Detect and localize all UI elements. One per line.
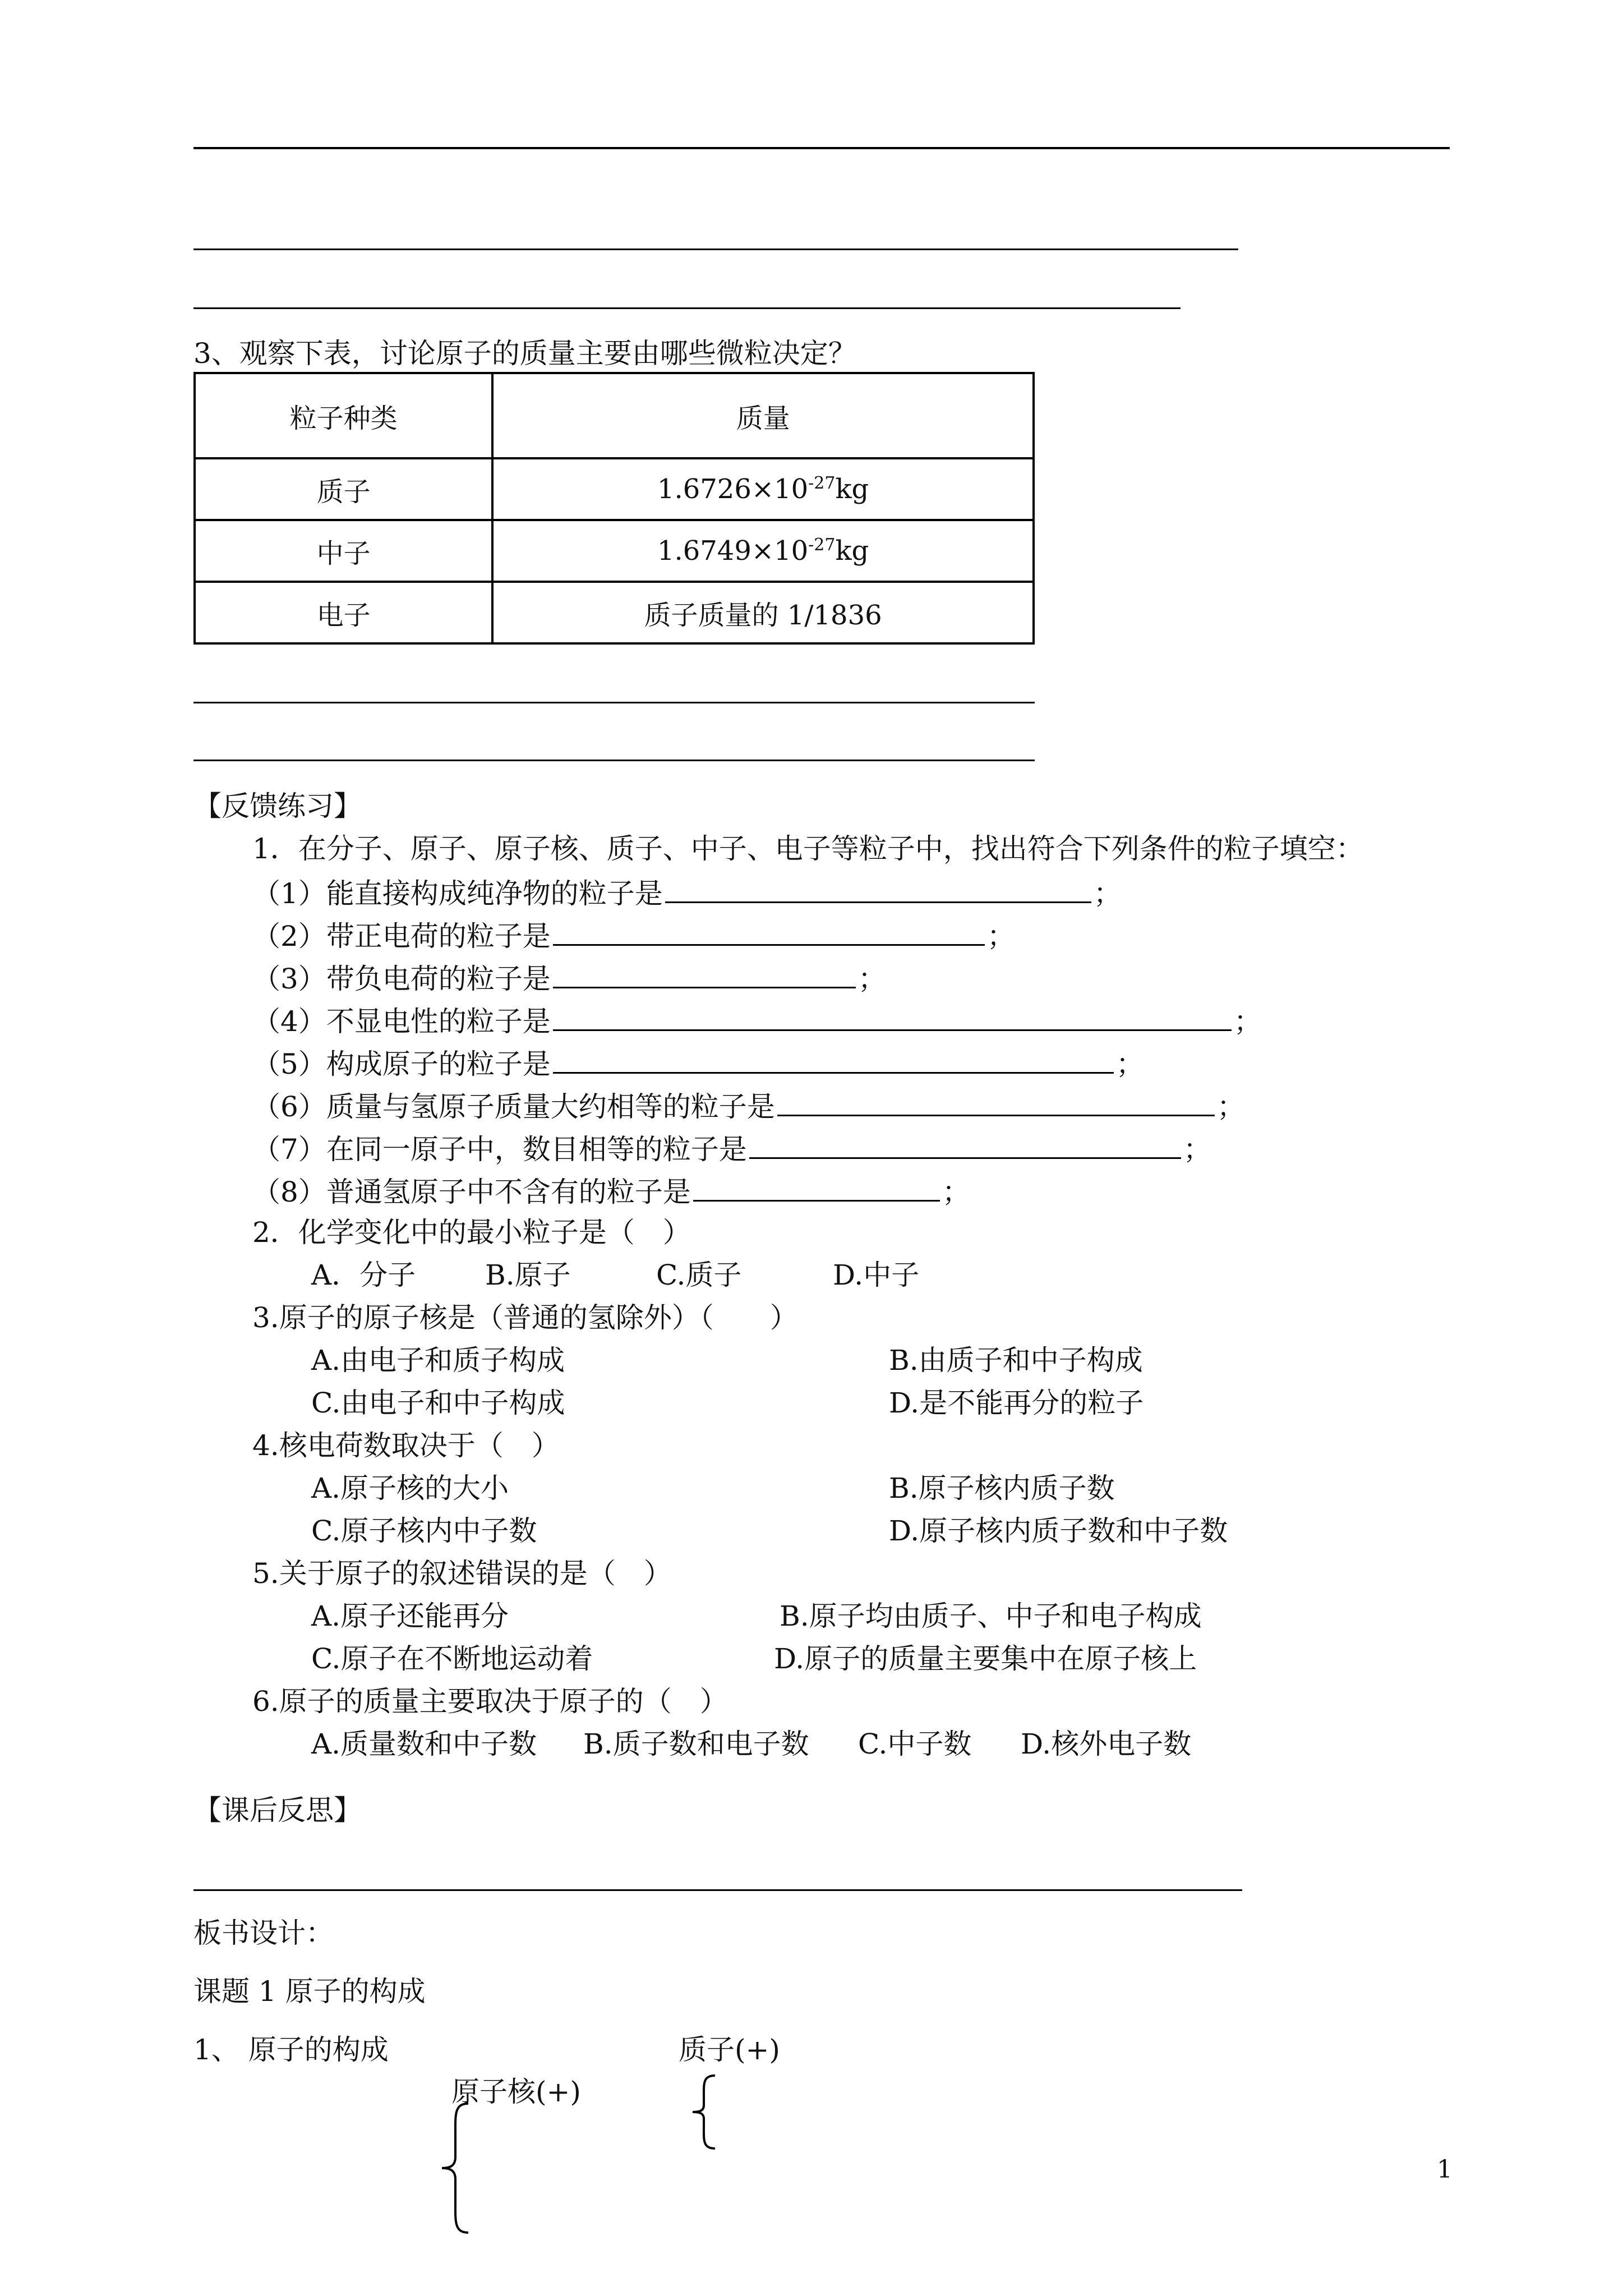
q5-stem: 5.关于原子的叙述错误的是（ ） bbox=[252, 1557, 672, 1590]
q4-option-c[interactable]: C.原子核内中子数 bbox=[311, 1515, 537, 1547]
q1-item: （7）在同一原子中，数目相等的粒子是 ； bbox=[252, 1129, 1211, 1167]
q3-option-d[interactable]: D.是不能再分的粒子 bbox=[889, 1387, 1144, 1419]
particle-mass: $1.6749\times 10^{-27}kg$ bbox=[492, 520, 1034, 582]
table-header-cell: 质量 bbox=[492, 373, 1034, 458]
q5-option-c[interactable]: C.原子在不断地运动着 bbox=[311, 1642, 593, 1675]
q1-stem: 1．在分子、原子、原子核、质子、中子、电子等粒子中，找出符合下列条件的粒子填空： bbox=[252, 832, 1364, 865]
brace-large-icon bbox=[437, 2101, 471, 2235]
particle-mass: 质子质量的 1/1836 bbox=[492, 582, 1034, 643]
q2-option-d[interactable]: D.中子 bbox=[833, 1259, 920, 1291]
q6-option-b[interactable]: B.质子数和电子数 bbox=[583, 1728, 809, 1760]
q5-option-b[interactable]: B.原子均由质子、中子和电子构成 bbox=[780, 1600, 1202, 1632]
q5-option-d[interactable]: D.原子的质量主要集中在原子核上 bbox=[774, 1642, 1197, 1675]
q3-stem: 3.原子的原子核是（普通的氢除外）（ ） bbox=[252, 1301, 798, 1334]
fill-blank[interactable] bbox=[553, 1044, 1114, 1074]
answer-line bbox=[193, 760, 1035, 761]
q6-option-a[interactable]: A.质量数和中子数 bbox=[311, 1728, 537, 1760]
page-number: 1 bbox=[1437, 2155, 1453, 2184]
fill-blank[interactable] bbox=[749, 1129, 1181, 1159]
particle-name: 电子 bbox=[195, 582, 492, 643]
q6-option-d[interactable]: D.核外电子数 bbox=[1021, 1728, 1192, 1760]
fill-blank[interactable] bbox=[693, 1172, 940, 1202]
fill-blank[interactable] bbox=[777, 1087, 1215, 1116]
fill-blank[interactable] bbox=[665, 873, 1091, 903]
q1-item: （1）能直接构成纯净物的粒子是 ； bbox=[252, 873, 1122, 912]
header-rule bbox=[193, 147, 1450, 149]
particle-name: 中子 bbox=[195, 520, 492, 582]
section-title-feedback: 【反馈练习】 bbox=[193, 790, 362, 822]
fill-blank[interactable] bbox=[553, 916, 985, 946]
q6-option-c[interactable]: C.中子数 bbox=[858, 1728, 972, 1760]
section-title-reflection: 【课后反思】 bbox=[193, 1794, 362, 1826]
table-row bbox=[195, 582, 1034, 643]
q2-option-b[interactable]: B.原子 bbox=[485, 1259, 571, 1291]
answer-line bbox=[193, 702, 1035, 703]
fill-blank[interactable] bbox=[553, 959, 856, 988]
lesson-title: 课题 1 原子的构成 bbox=[193, 1975, 426, 2008]
table-header-cell: 粒子种类 bbox=[195, 373, 492, 458]
answer-line bbox=[193, 249, 1238, 250]
brace-small-icon bbox=[687, 2073, 721, 2151]
q2-option-c[interactable]: C.质子 bbox=[656, 1259, 742, 1291]
answer-line bbox=[193, 1889, 1242, 1891]
q6-stem: 6.原子的质量主要取决于原子的（ ） bbox=[252, 1685, 728, 1718]
structure-heading: 1、 原子的构成 bbox=[193, 2033, 389, 2066]
answer-line bbox=[193, 307, 1181, 309]
q4-option-b[interactable]: B.原子核内质子数 bbox=[889, 1472, 1115, 1504]
q2-option-a[interactable]: A．分子 bbox=[311, 1259, 416, 1291]
q1-item: （5）构成原子的粒子是 ； bbox=[252, 1044, 1144, 1082]
q4-option-d[interactable]: D.原子核内质子数和中子数 bbox=[889, 1515, 1228, 1547]
particle-mass: $1.6726\times 10^{-27}kg$ bbox=[492, 458, 1034, 520]
table-row bbox=[195, 458, 1034, 520]
q1-item: （8）普通氢原子中不含有的粒子是 ； bbox=[252, 1172, 970, 1210]
q3-option-c[interactable]: C.由电子和中子构成 bbox=[311, 1387, 565, 1419]
particle-name: 质子 bbox=[195, 458, 492, 520]
question-3-text: 3、观察下表，讨论原子的质量主要由哪些微粒决定？ bbox=[193, 337, 856, 370]
structure-nucleus: 原子核(+) bbox=[451, 2076, 581, 2108]
board-design-title: 板书设计： bbox=[193, 1917, 334, 1949]
q4-option-a[interactable]: A.原子核的大小 bbox=[311, 1472, 509, 1504]
q1-item: （4）不显电性的粒子是 ； bbox=[252, 1001, 1262, 1039]
table-row bbox=[195, 520, 1034, 582]
q5-option-a[interactable]: A.原子还能再分 bbox=[311, 1600, 509, 1632]
structure-proton: 质子(+) bbox=[679, 2033, 780, 2066]
q4-stem: 4.核电荷数取决于（ ） bbox=[252, 1429, 560, 1462]
q1-item: （3）带负电荷的粒子是 ； bbox=[252, 959, 886, 997]
q3-option-b[interactable]: B.由质子和中子构成 bbox=[889, 1344, 1143, 1377]
table-header-row bbox=[195, 373, 1034, 458]
q1-item: （2）带正电荷的粒子是 ； bbox=[252, 916, 1015, 954]
q3-option-a[interactable]: A.由电子和质子构成 bbox=[311, 1344, 565, 1377]
q1-item: （6）质量与氢原子质量大约相等的粒子是 ； bbox=[252, 1087, 1245, 1125]
q2-stem: 2．化学变化中的最小粒子是（ ） bbox=[252, 1216, 691, 1249]
fill-blank[interactable] bbox=[553, 1001, 1232, 1031]
particle-mass-table bbox=[193, 372, 1035, 645]
